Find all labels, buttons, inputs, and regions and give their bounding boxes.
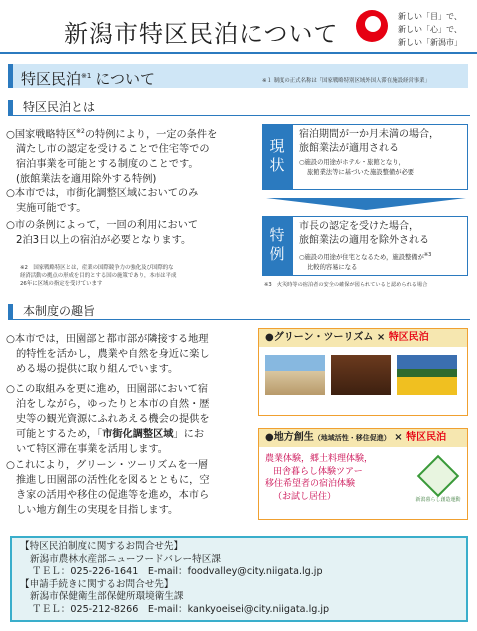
footnote-3: ※3 火災時等の宿泊者の安全の確保が図られていると認められる場合 xyxy=(264,282,428,288)
text: いて特区滞在事業を活用します。 xyxy=(16,444,168,455)
text: （地域活性・移住促進） xyxy=(313,434,391,442)
sup: ※3 xyxy=(423,252,432,258)
sunflower-photo xyxy=(397,355,457,395)
text: の特例により，一定の条件を xyxy=(84,129,218,141)
text: 的特性を活かし，農業や自然を身近に楽し xyxy=(16,349,210,360)
contact-box xyxy=(10,536,468,622)
text: ○本市では，市街化調整区域においてのみ xyxy=(6,188,199,199)
down-arrow-icon xyxy=(266,198,466,210)
text: 宿泊期間が一か月未満の場合， xyxy=(299,129,439,140)
panel-header xyxy=(259,429,467,447)
text: 史等の観光資源にふれあえる機会の提供を xyxy=(16,414,210,425)
text: 経済活動の拠点の形成を目的とする国の施策であり，本市は平成 xyxy=(20,273,177,279)
panel-header xyxy=(259,329,467,347)
text: × xyxy=(394,432,403,443)
text: 実施可能です。 xyxy=(16,203,87,214)
section1-para2 xyxy=(6,186,252,216)
text: 【特区民泊制度に関するお問合せ先】 xyxy=(20,541,184,552)
section2-para1 xyxy=(6,332,250,377)
section1-para3 xyxy=(6,218,252,248)
text: 新潟市農林水産部ニューフードバレー特区課 xyxy=(30,553,221,565)
green-tourism-panel xyxy=(258,328,468,416)
text: き家の活用や移住の促進等を進め，本市ら xyxy=(16,490,210,501)
badge-text: 新潟暮らし創造運動 xyxy=(415,497,461,503)
text: 田舎暮らし体験ツアー xyxy=(273,466,363,477)
slogan-line: 新しい「新潟市」 xyxy=(398,38,462,47)
highlight-text: 市街化調整区域 xyxy=(102,429,174,440)
text: ※2 国家戦略特区とは，産業の国際競争力の強化及び国際的な xyxy=(20,265,174,271)
text: × xyxy=(376,332,386,343)
slogan xyxy=(398,10,462,49)
text: （お試し居住） xyxy=(273,491,337,502)
text: 26年に区域の指定を受けています xyxy=(20,281,103,287)
text: 移住希望者の宿泊体験 xyxy=(265,479,356,489)
barrels-photo xyxy=(331,355,391,395)
slogan-line: 新しい「目」で、 xyxy=(398,12,462,21)
text: 旅館業法が適用される xyxy=(299,143,399,154)
text: 推進し田園部の活性化を図るとともに，空 xyxy=(16,475,210,486)
slogan-line: 新しい「心」で、 xyxy=(398,25,462,34)
section2-para2 xyxy=(6,382,250,457)
text: める場の提供に取り組んでいます。 xyxy=(16,364,179,375)
section1-para1 xyxy=(6,124,252,187)
text: 旅館業法の適用を除外される xyxy=(299,235,429,246)
banner-title: 特区民泊 xyxy=(21,70,82,88)
text: しい地方創生の実現を目指します。 xyxy=(16,505,179,516)
page-title: 新潟市特区民泊について xyxy=(64,20,339,48)
genjo-label: 現状 xyxy=(262,124,292,190)
sup: ※2 xyxy=(76,128,85,135)
text: ○これにより，グリーン・ツーリズムを一層 xyxy=(6,460,209,471)
photo-row xyxy=(259,347,467,403)
section-heading: 本制度の趣旨 xyxy=(8,304,470,320)
text: ＴＥＬ：025-212-8266 E-mail：kankyoeisei@city.niigata.lg.jp xyxy=(32,603,330,615)
footnote-1: ※１ 制度の正式名称は「国家戦略特別区域外国人滞在施設経営事業」 xyxy=(262,78,430,84)
text: (旅館業法を適用除外する特例) xyxy=(16,174,157,186)
text: 旅館業法等に基づいた施設整備が必要 xyxy=(307,169,415,176)
text: 特区民泊 xyxy=(406,432,447,443)
text: 宿泊事業を可能とする制度のことです。 xyxy=(16,159,199,171)
text: 【申請手続きに関するお問合せ先】 xyxy=(20,578,174,590)
footnote-2 xyxy=(20,264,252,288)
text: 比較的容易になる xyxy=(307,264,358,272)
text: ○施設の用途がホテル・旅館となり， xyxy=(299,159,405,166)
text: ○市の条例によって，一回の利用において xyxy=(6,220,199,231)
house-icon xyxy=(417,455,459,497)
banner-sup: ※1 xyxy=(81,72,92,80)
text: 2泊3日以上の宿泊が必要となります。 xyxy=(16,235,192,246)
text: ●グリーン・ツーリズム xyxy=(265,332,374,343)
niigata-city-logo xyxy=(356,10,388,42)
text: ○国家戦略特区 xyxy=(6,129,77,141)
title-divider xyxy=(0,52,477,54)
farm-photo xyxy=(265,355,325,395)
text: 泊をしながら，ゆったりと本市の自然・歴 xyxy=(16,399,210,410)
text: ＴＥＬ：025-226-1641 E-mail：foodvalley@city.niigata.lg.jp xyxy=(32,566,323,577)
text: 」にお xyxy=(173,429,205,440)
tokurei-box xyxy=(292,216,468,276)
text: ○施設の用途が住宅となるため，施設整備が xyxy=(299,254,424,262)
text: 新潟市保健衛生部保健所環境衛生課 xyxy=(30,591,184,602)
section2-para3 xyxy=(6,458,250,518)
tokurei-label: 特例 xyxy=(262,216,292,276)
banner-suffix: について xyxy=(95,70,156,88)
text: 可能とするため，「 xyxy=(16,429,103,440)
text: 市長の認定を受けた場合， xyxy=(299,221,419,232)
text: 特区民泊 xyxy=(388,332,429,343)
section-heading: 特区民泊とは xyxy=(8,100,470,116)
genjo-box xyxy=(292,124,468,190)
text: ●地方創生 xyxy=(265,432,314,443)
kurashi-badge xyxy=(415,457,461,513)
text: ○この取組みを更に進め，田園部において宿 xyxy=(6,384,209,395)
text: 満たし市の認定を受けることで住宅等での xyxy=(16,144,210,156)
text: ○本市では，田園部と都市部が隣接する地理 xyxy=(6,334,209,345)
text: 農業体験，郷土料理体験， xyxy=(265,454,374,464)
chihou-panel xyxy=(258,428,468,520)
